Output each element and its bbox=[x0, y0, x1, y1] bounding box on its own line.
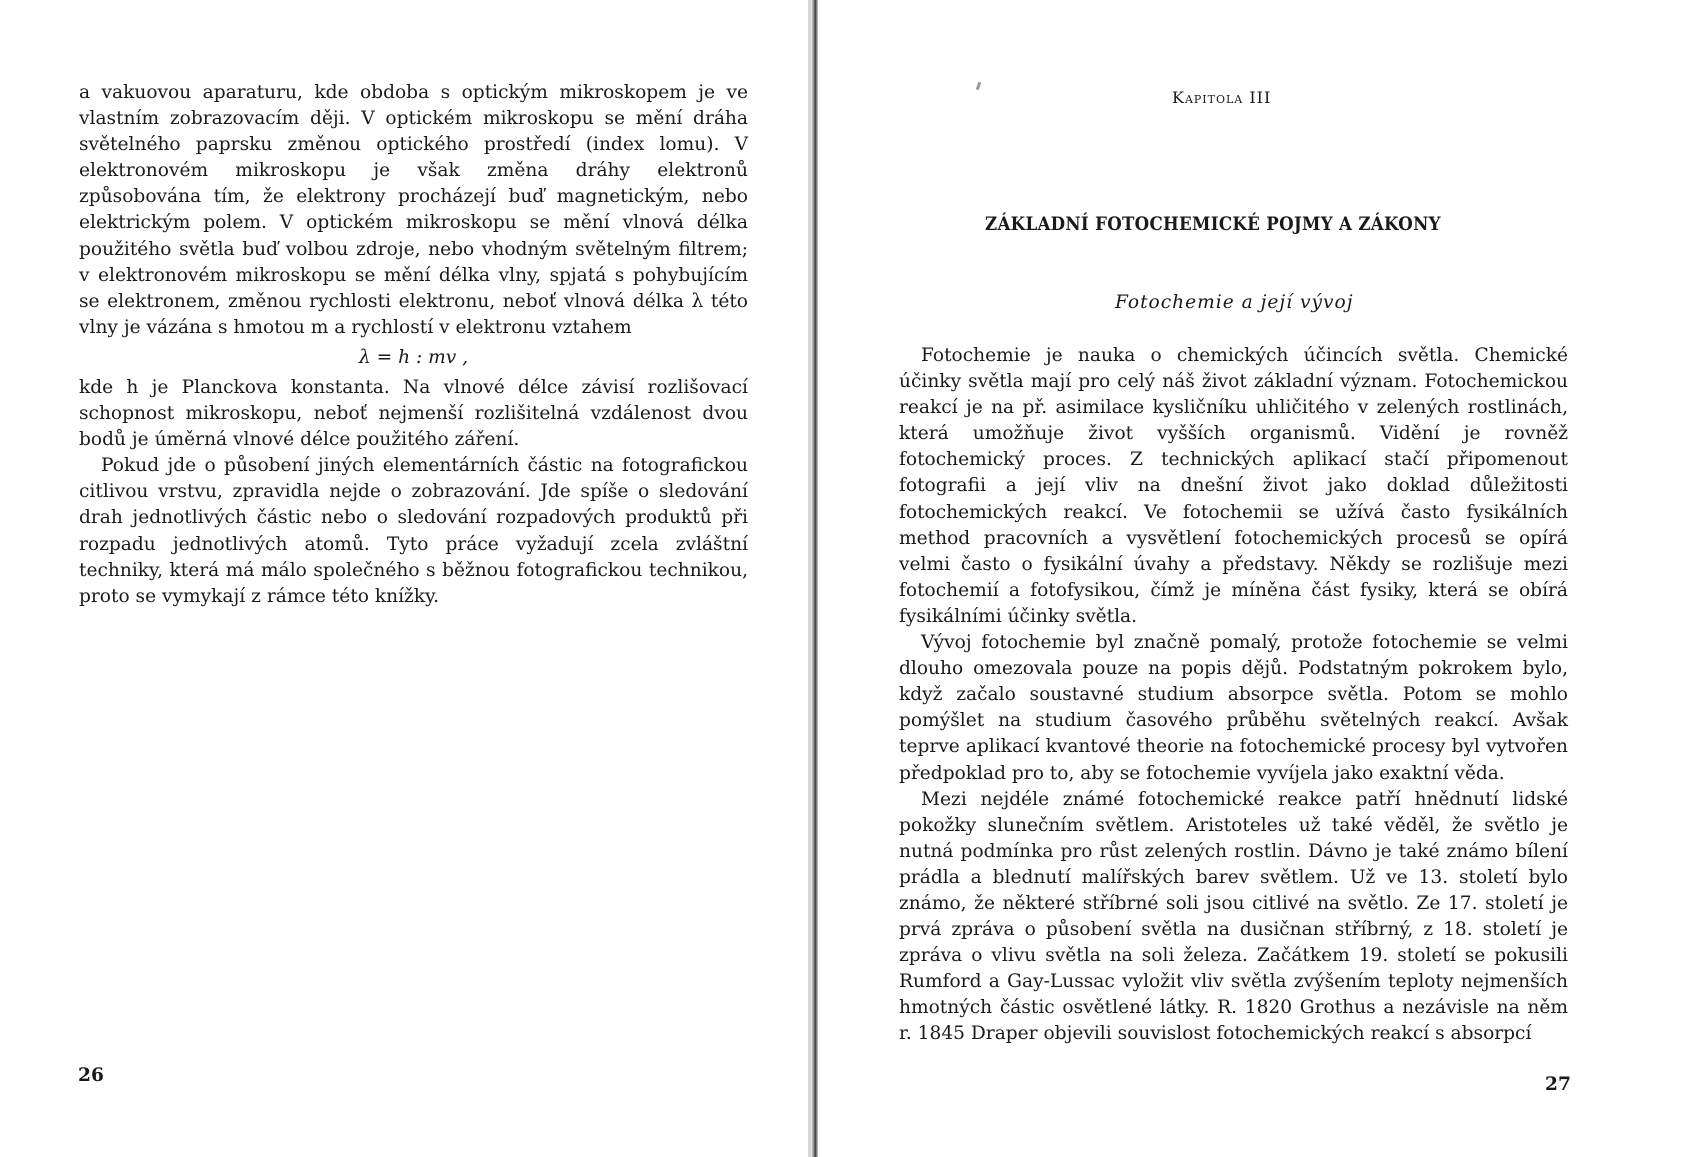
right-paragraph-3: Mezi nejdéle známé fotochemické reakce patří hnědnutí lidské pokožky slunečním světlem. Aristoteles už také věděl, že světlo je nutná podmínka pro růst zelených rostlin. Dávno je také známo bílení prádla a blednutí malířských barev světlem. Už ve 13. století bylo známo, že některé stříbrné soli jsou citlivé na světlo. Ze 17. století je prvá zpráva o působení světla na dusičnan stříbrný, z 18. století je zpráva o vlivu světla na soli železa. Začátkem 19. století se pokusili Rumford a Gay-Lussac vyložit vliv světla zvýšením teploty nejmenších hmotných částic osvětlené látky. R. 1820 Grothus a nezávisle na něm r. 1845 Draper objevili souvislost fotochemických reakcí s absorpcí bbox=[899, 788, 1568, 1045]
left-paragraph-1: a vakuovou aparaturu, kde obdoba s optickým mikroskopem je ve vlastním zobrazovacím ději. V optickém mikroskopu se mění dráha světelného paprsku změnou optického prostředí (index lomu). V elektronovém mikroskopu je však změna dráhy elektronů způsobována tím, že elektrony procházejí buď magnetickým, nebo elektrickým polem. V optickém mikroskopu se mění vlnová délka použitého světla buď volbou zdroje, nebo vhodným světelným filtrem; v elektronovém mikroskopu se mění délka vlny, spjatá s pohybujícím se elektronem, změnou rychlosti elektronu, neboť vlnová délka λ této vlny je vázána s hmotou m a rychlostí v elektronu vztahem bbox=[79, 82, 748, 338]
left-paragraph-2: kde h je Planckova konstanta. Na vlnové délce závisí rozlišovací schopnost mikroskopu, neboť nejmenší rozlišitelná vzdálenost dvou bodů je úměrná vlnové délce použitého záření. bbox=[79, 376, 748, 451]
page-number-right: 27 bbox=[1545, 1074, 1571, 1095]
chapter-label: Kapitola III bbox=[1172, 88, 1272, 107]
right-paragraph-2: Vývoj fotochemie byl značně pomalý, protože fotochemie se velmi dlouho omezovala pouze na popis dějů. Podstatným pokrokem bylo, když začalo soustavné studium absorpce světla. Potom se mohlo pomýšlet na studium časového průběhu světelných reakcí. Avšak teprve aplikací kvantové theorie na fotochemické procesy byl vytvořen předpoklad pro to, aby se fotochemie vyvíjela jako exaktní věda. bbox=[899, 632, 1568, 784]
chapter-title: ZÁKLADNÍ FOTOCHEMICKÉ POJMY A ZÁKONY bbox=[985, 214, 1441, 235]
book-gutter bbox=[811, 0, 818, 1157]
page-number-left: 26 bbox=[78, 1065, 104, 1086]
wavelength-equation: λ = h : mv , bbox=[358, 346, 469, 368]
left-page-text bbox=[79, 80, 748, 610]
left-page bbox=[0, 0, 810, 1157]
left-paragraph-3: Pokud jde o působení jiných elementárních částic na fotografickou citlivou vrstvu, zpravidla nejde o zobrazování. Jde spíše o sledování drah jednotlivých částic nebo o sledování rozpadových produktů při rozpadu jednotlivých atomů. Tyto práce vyžadují zcela zvláštní techniky, která má málo společného s běžnou fotografickou technikou, proto se vymykají z rámce této knížky. bbox=[79, 455, 748, 607]
section-title: Fotochemie a její vývoj bbox=[1115, 292, 1354, 313]
right-paragraph-1: Fotochemie je nauka o chemických účincích světla. Chemické účinky světla mají pro celý náš život základní význam. Fotochemickou reakcí je na př. asimilace kysličníku uhličitého v zelených rostlinách, která umožňuje život vyšších organismů. Vidění je rovněž fotochemický proces. Z technických aplikací stačí připomenout fotografii a její vliv na dnešní život jako doklad důležitosti fotochemických reakcí. Ve fotochemii se užívá často fysikálních method pracovních a vysvětlení fotochemických procesů se opírá velmi často o fysikální úvahy a představy. Někdy se rozlišuje mezi fotochemií a fotofysikou, čímž je míněna část fysiky, která se obírá fysikálními účinky světla. bbox=[899, 345, 1568, 627]
right-page-text bbox=[899, 343, 1568, 1048]
